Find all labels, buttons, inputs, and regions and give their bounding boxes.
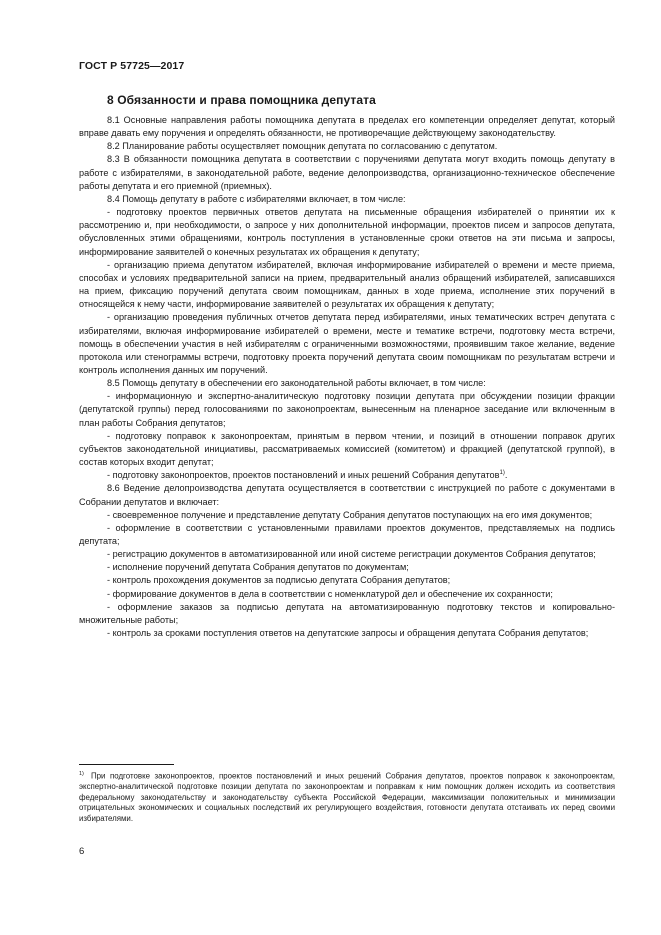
footnote-marker: 1) <box>79 771 84 777</box>
list-item: - организацию приема депутатом избирателей, включая информирование избирателей о времени и месте приема, способах и условиях предварительной записи на прием, предварительный анализ обращений избирателей, записавшихся на прием, фиксацию поручений депутата своим помощникам, данных в ходе приема, исполнение этих поручений в относящейся к нему части, информирование заявителей о результатах их обращения к депутату; <box>79 259 615 310</box>
list-item: - подготовку проектов первичных ответов депутата на письменные обращения избирателей о принятии их к рассмотрению и, при необходимости, о запросе у них дополнительной информации, проектов писем и запросов депутата, обусловленных этими обращениями, контроль поступления в установленные сроки ответов на эти письма и запросы, информирование заявителей о конечных результатах их обращения к депутату; <box>79 207 615 257</box>
list-item: - информационную и экспертно-аналитическую подготовку позиции депутата при обсуждении позиции фракции (депутатской группы) перед голосованиями по законопроектам, вынесенным на пленарное заседание или включенным в план работы Собрания депутатов; <box>79 391 615 428</box>
list-item-text: - подготовку законопроектов, проектов постановлений и иных решений Собрания депутатов <box>107 470 500 481</box>
list-item: - контроль прохождения документов за подписью депутата Собрания депутатов; <box>107 575 451 586</box>
list-item: - своевременное получение и представление депутату Собрания депутатов поступающих на его имя документов; <box>107 509 593 520</box>
body-text <box>79 114 615 640</box>
paragraph-8-2: 8.2 Планирование работы осуществляет помощник депутата по согласованию с депутатом. <box>107 141 498 152</box>
standard-header: ГОСТ Р 57725—2017 <box>79 60 185 72</box>
list-item-with-footnote <box>79 469 615 482</box>
footnote-marker-wrap <box>79 769 91 782</box>
list-item: - контроль за сроками поступления ответов на депутатские запросы и обращения депутата Собрания депутатов; <box>107 628 589 639</box>
paragraph-8-6: 8.6 Ведение делопроизводства депутата осуществляется в соответствии с инструкцией по работе с документами в Собрании депутатов и включает: <box>79 483 615 507</box>
footnote-separator <box>79 764 174 765</box>
list-item: - исполнение поручений депутата Собрания депутатов по документам; <box>107 562 409 573</box>
list-item: - формирование документов в дела в соответствии с номенклатурой дел и обеспечение их сохранности; <box>107 588 553 599</box>
footnote-reference[interactable]: 1) <box>499 470 505 477</box>
list-item-end-punct: . <box>504 470 508 481</box>
list-item: - оформление заказов за подписью депутата на автоматизированную подготовку текстов и копировально-множительные работы; <box>79 601 615 625</box>
paragraph-8-5: 8.5 Помощь депутату в обеспечении его законодательной работы включает, в том числе: <box>107 378 486 389</box>
page-number: 6 <box>79 846 85 857</box>
footnote <box>79 769 615 825</box>
list-item: - организацию проведения публичных отчетов депутата перед избирателями, иных тематических встреч депутата с избирателями, включая информирование избирателей о времени, месте и тематике встречи, подготовку места встречи, помощь в обеспечении участия в ней избирателям с ограниченными возможностями, проявившим такое желание, ведение протокола или стенограммы встречи, подготовку проекта поручений депутата своим помощникам по результатам встречи и контроль исполнения данных им поручений. <box>79 312 615 375</box>
list-item: - подготовку поправок к законопроектам, принятым в первом чтении, и позиций в отношении поправок других субъектов законодательной инициативы, рассматриваемых комиссией (комитетом) и фракцией (депутатской группой), в состав которых входит депутат; <box>79 430 615 468</box>
footnote-text: При подготовке законопроектов, проектов постановлений и иных решений Собрания депутатов, проектов поправок к законопроектам, экспертно-аналитической подготовке позиции депутата по законопроектам и поправкам к ним помощник должен исходить из соответствия федеральному законодательству и законодательству субъекта Российской Федерации, максимизации положительных и минимизации отрицательных экономических и социальных последствий их регулирующего воздействия, готовности депутата отстаивать их перед своими избирателями. <box>79 771 615 823</box>
list-item: - регистрацию документов в автоматизированной или иной системе регистрации документов Собрания депутатов; <box>107 549 596 560</box>
paragraph-8-3: 8.3 В обязанности помощника депутата в соответствии с поручениями депутата могут входить помощь депутату в работе с избирателями, в законодательной работе, ведение делопроизводства, организационно-техническое обеспечение работы депутата и его приемной (приемных). <box>79 154 615 191</box>
footnote-text-block <box>79 769 615 825</box>
paragraph-8-1: 8.1 Основные направления работы помощника депутата в пределах его компетенции определяет депутат, который вправе давать ему поручения и определять обязанности, не противоречащие действующему законодательству. <box>79 115 615 139</box>
section-title: 8 Обязанности и права помощника депутата <box>107 93 376 107</box>
paragraph-8-4: 8.4 Помощь депутату в работе с избирателями включает, в том числе: <box>107 193 406 204</box>
list-item: - оформление в соответствии с установленными правилами проектов документов, представляемых на подпись депутата; <box>79 522 615 546</box>
